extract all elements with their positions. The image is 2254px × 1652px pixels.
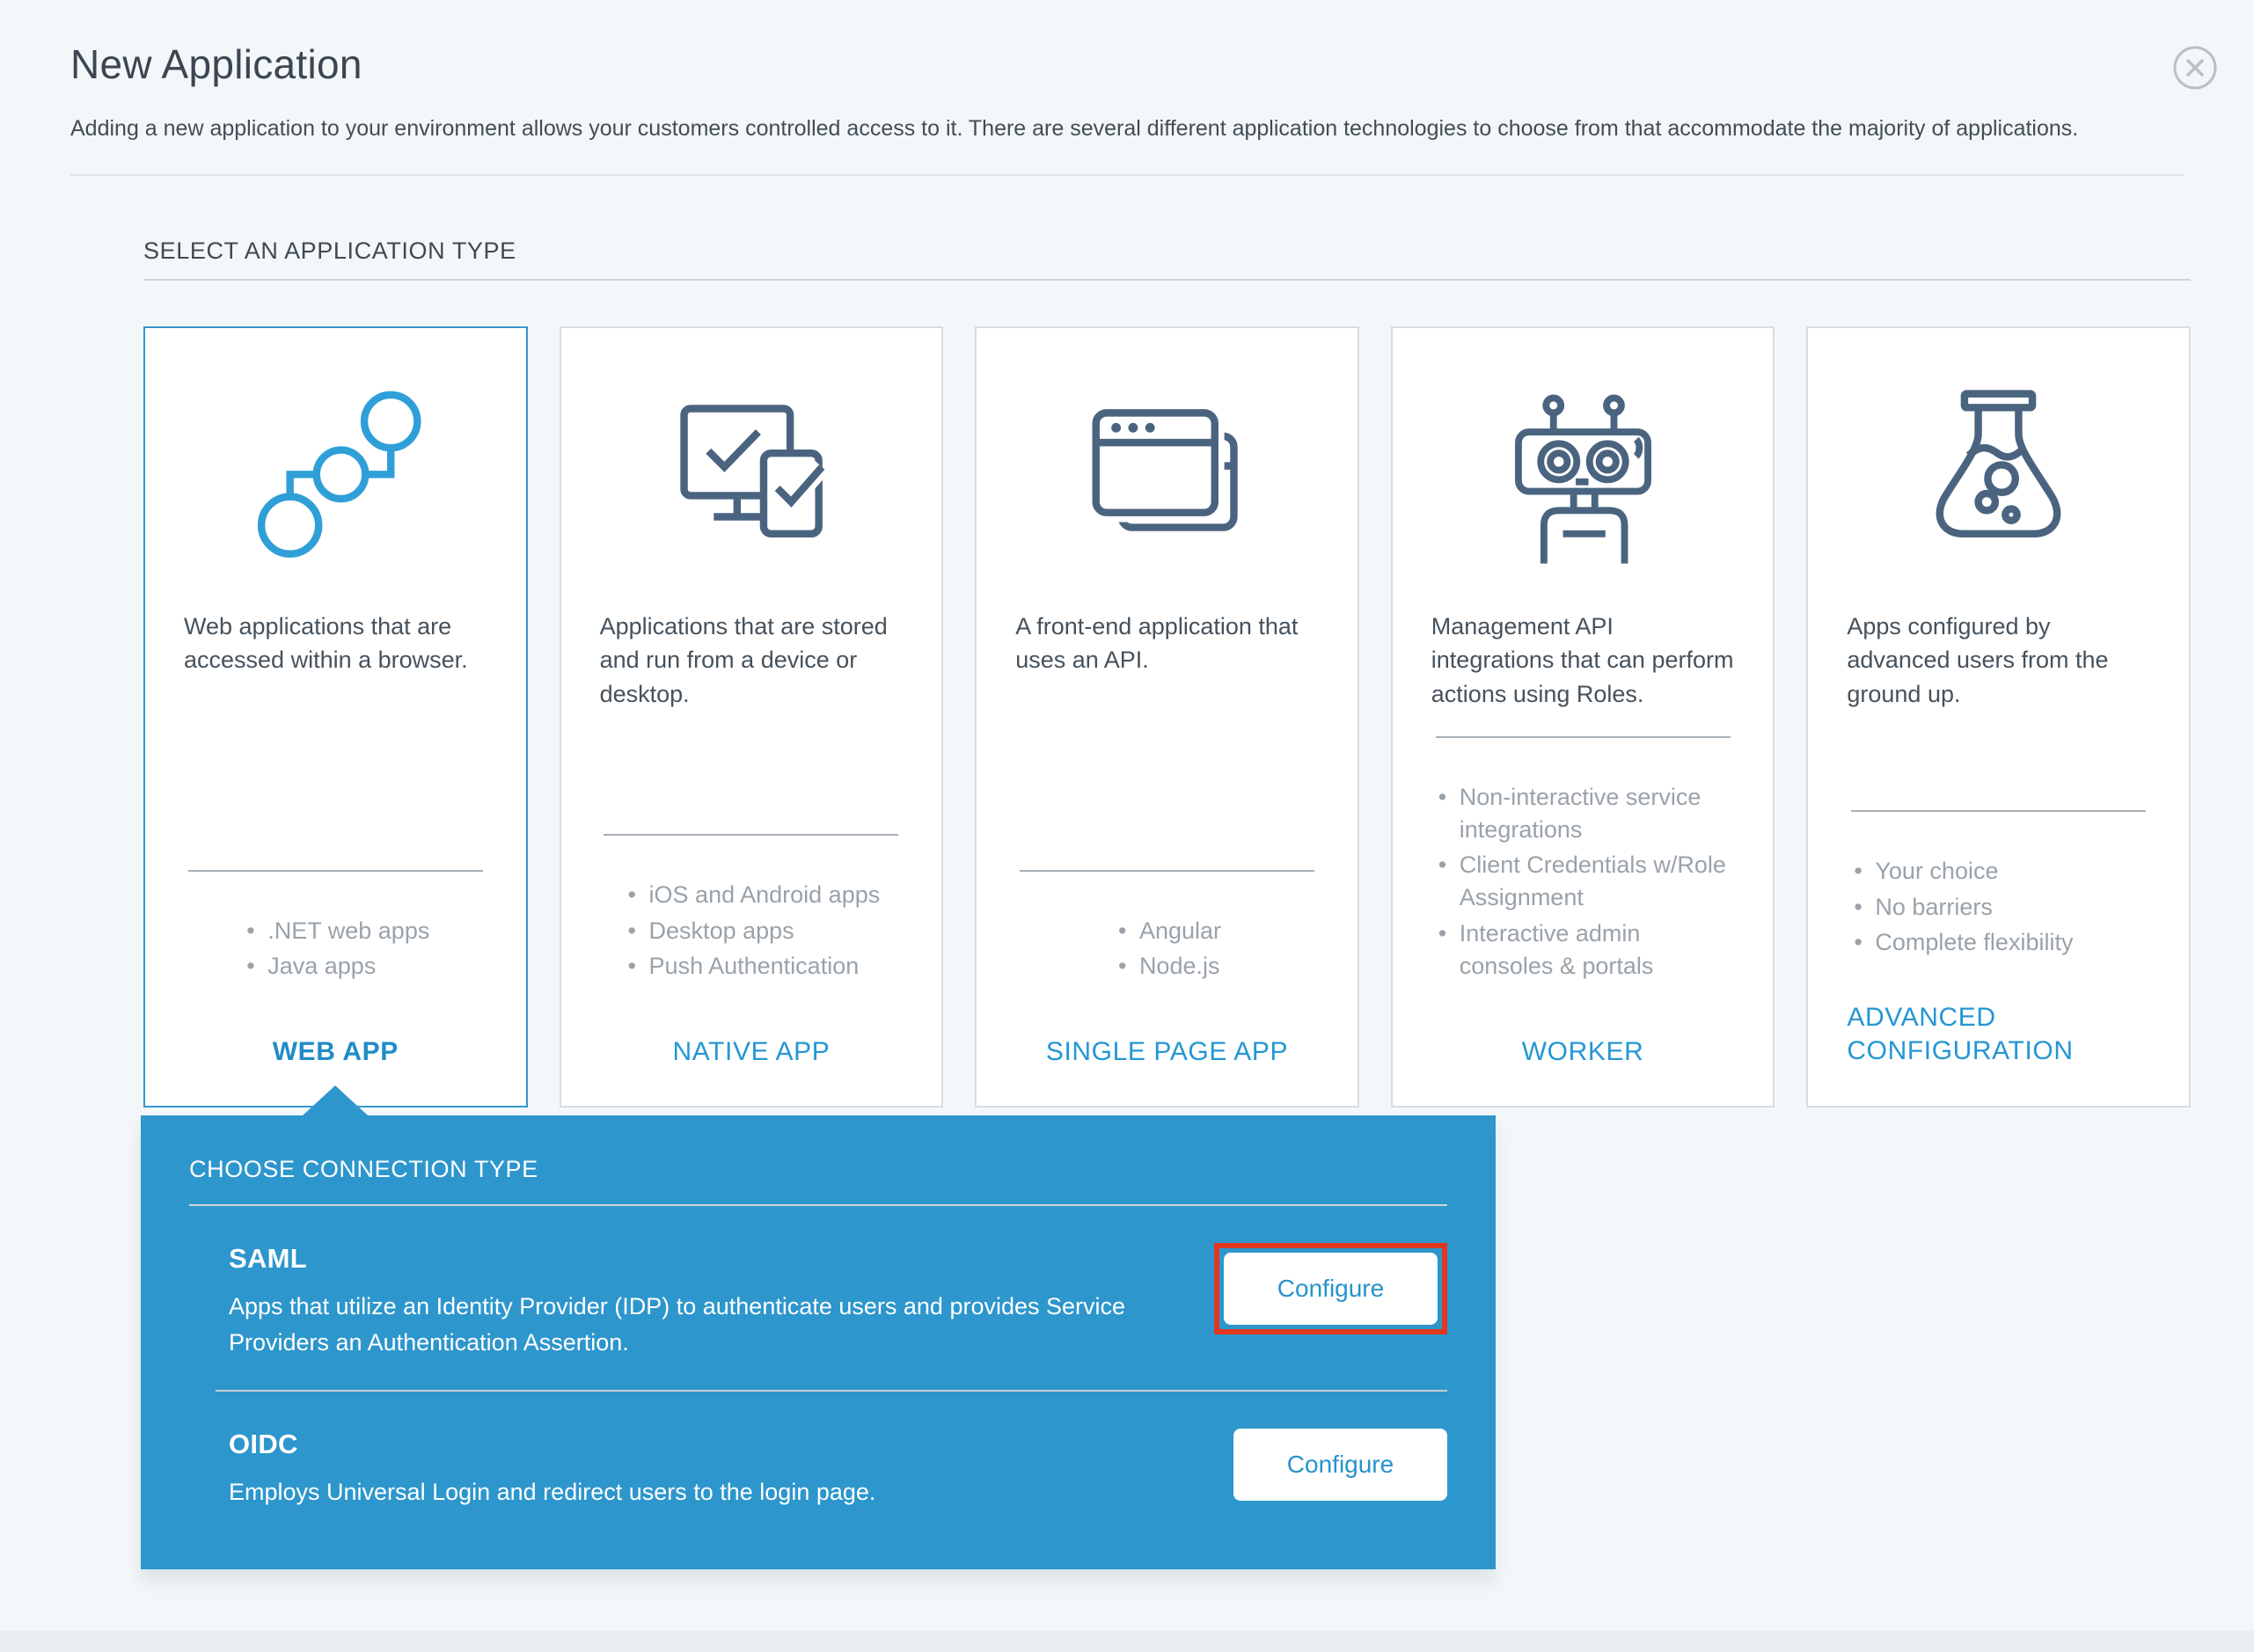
card-bullet-list — [623, 876, 881, 983]
card-description: Web applications that are accessed within a browser. — [184, 613, 468, 674]
card-bottom — [1847, 810, 2150, 1067]
card-bullet: • Java apps — [241, 950, 429, 983]
application-type-cards — [143, 326, 2191, 1107]
card-divider — [1436, 736, 1731, 738]
browser-windows-icon — [1077, 374, 1257, 576]
option-description: Apps that utilize an Identity Provider (IDP) to authenticate users and provides Service Providers an Authentication Assertion. — [229, 1293, 1126, 1356]
panel-divider — [189, 1204, 1447, 1206]
card-label: WEB APP — [272, 1037, 399, 1066]
option-text — [229, 1429, 875, 1510]
close-icon — [2171, 81, 2219, 94]
card-divider — [1851, 810, 2146, 812]
card-bullet: • Your choice — [1848, 855, 2150, 888]
card-description: Management API integrations that can perform actions using Roles. — [1431, 613, 1734, 707]
card-label: WORKER — [1521, 1037, 1644, 1066]
card-bullet: • Angular — [1113, 915, 1221, 947]
dialog-header — [0, 0, 2254, 144]
connection-option-oidc — [229, 1429, 1447, 1510]
card-bullet: • Non-interactive service integrations — [1433, 781, 1735, 847]
card-divider — [188, 870, 483, 872]
card-bullet-list — [1113, 912, 1221, 983]
connection-option-saml — [229, 1243, 1447, 1360]
option-description: Employs Universal Login and redirect users to the login page. — [229, 1479, 876, 1505]
card-label: SINGLE PAGE APP — [1045, 1037, 1289, 1066]
card-bullet: • .NET web apps — [241, 915, 429, 947]
card-worker[interactable] — [1391, 326, 1775, 1107]
connected-nodes-icon — [245, 374, 426, 576]
section-heading-wrap — [143, 238, 2191, 281]
card-description: A front-end application that uses an API. — [1015, 613, 1299, 674]
option-name: SAML — [229, 1243, 308, 1274]
card-bullet: • No barriers — [1848, 891, 2150, 924]
card-divider — [1020, 870, 1314, 872]
card-bullet: • Interactive admin consoles & portals — [1433, 917, 1735, 983]
card-bullet: • Client Credentials w/Role Assignment — [1433, 849, 1735, 915]
card-bullet: • Complete flexibility — [1848, 926, 2150, 959]
dialog-description: Adding a new application to your environment allows your customers controlled access to it. There are several different application technologies to choose from that accommodate the majority of applications. — [70, 116, 2079, 141]
card-bottom — [1431, 736, 1735, 1068]
option-name: OIDC — [229, 1429, 298, 1459]
card-description: Apps configured by advanced users from the ground up. — [1847, 613, 2109, 707]
option-divider — [216, 1390, 1447, 1392]
choose-connection-type-panel — [141, 1115, 1496, 1569]
page-title: New Application — [70, 41, 362, 87]
desktop-mobile-check-icon — [661, 374, 841, 576]
card-web-app[interactable] — [143, 326, 528, 1107]
card-bottom — [1015, 870, 1319, 1068]
header-divider — [70, 174, 2184, 176]
annotation-highlight-box — [1214, 1243, 1447, 1334]
card-advanced-configuration[interactable] — [1806, 326, 2191, 1107]
option-text — [229, 1243, 1179, 1360]
card-bullet-list — [1433, 778, 1735, 983]
robot-icon — [1493, 374, 1673, 576]
card-label: NATIVE APP — [672, 1037, 831, 1066]
section-heading: SELECT AN APPLICATION TYPE — [143, 238, 516, 264]
close-button[interactable] — [2171, 44, 2219, 91]
card-single-page-app[interactable] — [975, 326, 1359, 1107]
flask-icon — [1908, 374, 2089, 576]
card-bullet-list — [1848, 852, 2150, 959]
card-divider — [604, 834, 898, 836]
card-bullet: • iOS and Android apps — [623, 879, 881, 911]
card-bottom — [600, 834, 904, 1067]
card-bullet: • Desktop apps — [623, 915, 881, 947]
panel-heading: CHOOSE CONNECTION TYPE — [189, 1156, 538, 1182]
card-bottom — [184, 870, 487, 1068]
card-description: Applications that are stored and run from a device or desktop. — [599, 613, 888, 707]
saml-configure-button[interactable]: Configure — [1224, 1253, 1438, 1325]
card-bullet: • Node.js — [1113, 950, 1221, 983]
card-bullet: • Push Authentication — [623, 950, 881, 983]
oidc-configure-button[interactable]: Configure — [1233, 1429, 1447, 1501]
card-label: ADVANCED CONFIGURATION — [1847, 1003, 2074, 1065]
card-bullet-list — [241, 912, 429, 983]
card-native-app[interactable] — [560, 326, 944, 1107]
page-background-edge — [0, 1631, 2254, 1652]
